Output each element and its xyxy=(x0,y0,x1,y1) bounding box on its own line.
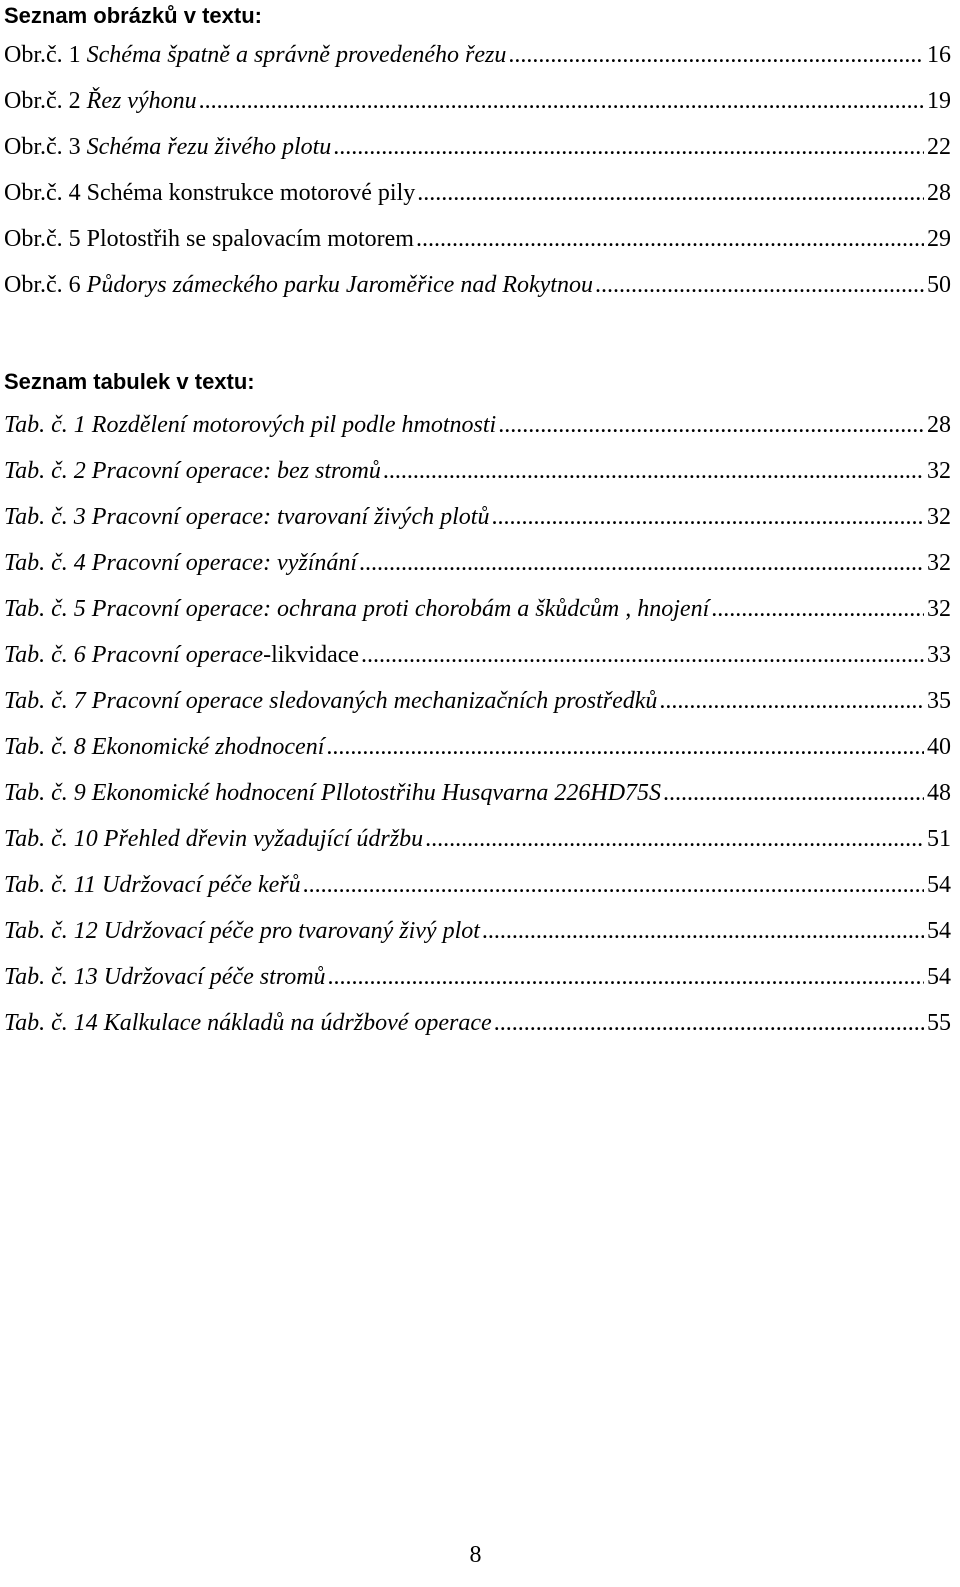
table-entry-page: 48 xyxy=(927,780,951,806)
table-entry-page: 33 xyxy=(927,642,951,668)
dot-leader xyxy=(498,408,924,442)
table-entry-title: Tab. č. 8 Ekonomické zhodnocení xyxy=(4,734,325,760)
figure-entry-title: Schéma špatně a správně provedeného řezu xyxy=(86,42,507,68)
figure-entry-page: 19 xyxy=(927,88,951,114)
table-entry[interactable] xyxy=(4,638,951,672)
dot-leader xyxy=(303,868,924,902)
dot-leader xyxy=(361,638,924,672)
figure-entry[interactable] xyxy=(4,38,951,72)
table-entry-title: Tab. č. 13 Udržovací péče stromů xyxy=(4,964,326,990)
table-entry[interactable] xyxy=(4,454,951,488)
table-entry-suffix: -likvidace xyxy=(263,642,360,668)
figure-entry-page: 22 xyxy=(927,134,951,160)
dot-leader xyxy=(659,684,924,718)
table-entry-label xyxy=(4,500,489,534)
table-entry-title: Tab. č. 6 Pracovní operace xyxy=(4,642,264,668)
table-entry[interactable] xyxy=(4,1006,951,1040)
table-entry-title: Tab. č. 9 Ekonomické hodnocení Pllotostřihu Husqvarna 226HD75S xyxy=(4,780,662,806)
figure-entry-prefix: Obr.č. 4 Schéma konstrukce motorové pily xyxy=(4,180,416,206)
figure-entry-label xyxy=(4,130,331,164)
figure-entry-prefix: Obr.č. 6 xyxy=(4,272,87,298)
table-entry[interactable] xyxy=(4,684,951,718)
table-entry[interactable] xyxy=(4,500,951,534)
figure-entry[interactable] xyxy=(4,84,951,118)
figure-entry-page: 50 xyxy=(927,272,951,298)
figure-entry-label xyxy=(4,222,414,256)
figure-entry-prefix: Obr.č. 5 Plotostřih se spalovacím motorem xyxy=(4,226,414,252)
table-entry-title: Tab. č. 3 Pracovní operace: tvarovaní živých plotů xyxy=(4,504,490,530)
table-entry[interactable] xyxy=(4,730,951,764)
dot-leader xyxy=(494,1006,924,1040)
dot-leader xyxy=(416,222,924,256)
table-entry-page: 40 xyxy=(927,734,951,760)
table-entry-label xyxy=(4,960,326,994)
table-entry-title: Tab. č. 14 Kalkulace nákladů na údržbové operace xyxy=(4,1010,492,1036)
figure-entry-title: Řez výhonu xyxy=(86,88,197,114)
table-entry[interactable] xyxy=(4,822,951,856)
table-entry-page: 32 xyxy=(927,550,951,576)
table-entry-page: 54 xyxy=(927,872,951,898)
figure-entry-prefix: Obr.č. 3 xyxy=(4,134,87,160)
dot-leader xyxy=(482,914,924,948)
dot-leader xyxy=(383,454,924,488)
table-entry-page: 35 xyxy=(927,688,951,714)
dot-leader xyxy=(417,176,924,210)
figure-entry-page: 16 xyxy=(927,42,951,68)
table-entry-title: Tab. č. 11 Udržovací péče keřů xyxy=(4,872,301,898)
table-entry-page: 28 xyxy=(927,412,951,438)
table-entry-title: Tab. č. 2 Pracovní operace: bez stromů xyxy=(4,458,381,484)
table-entry-page: 32 xyxy=(927,504,951,530)
table-entry-title: Tab. č. 4 Pracovní operace: vyžínání xyxy=(4,550,358,576)
figure-entry-page: 29 xyxy=(927,226,951,252)
table-entry[interactable] xyxy=(4,546,951,580)
table-entry-page: 32 xyxy=(927,458,951,484)
table-entry-label xyxy=(4,1006,492,1040)
figure-entry[interactable] xyxy=(4,176,951,210)
dot-leader xyxy=(328,960,924,994)
table-entry-label xyxy=(4,822,423,856)
dot-leader xyxy=(508,38,924,72)
figure-entry-label xyxy=(4,38,506,72)
table-entry-label xyxy=(4,454,381,488)
table-entry-label xyxy=(4,776,661,810)
table-entry-label xyxy=(4,730,324,764)
table-entry-label xyxy=(4,638,359,672)
dot-leader xyxy=(326,730,924,764)
dot-leader xyxy=(425,822,924,856)
table-entry-title: Tab. č. 7 Pracovní operace sledovaných mechanizačních prostředků xyxy=(4,688,658,714)
figure-entry-label xyxy=(4,268,593,302)
figure-entry-title: Půdorys zámeckého parku Jaroměřice nad Rokytnou xyxy=(86,272,593,298)
figure-entry-prefix: Obr.č. 1 xyxy=(4,42,87,68)
table-entry-label xyxy=(4,868,301,902)
dot-leader xyxy=(333,130,924,164)
list-of-figures-heading: Seznam obrázků v textu: xyxy=(4,3,262,28)
table-entry-page: 32 xyxy=(927,596,951,622)
figure-entry[interactable] xyxy=(4,222,951,256)
list-of-tables-heading: Seznam tabulek v textu: xyxy=(4,369,255,394)
table-entry[interactable] xyxy=(4,960,951,994)
table-entry-label xyxy=(4,914,480,948)
table-entry-title: Tab. č. 5 Pracovní operace: ochrana proti chorobám a škůdcům , hnojení xyxy=(4,596,710,622)
dot-leader xyxy=(199,84,924,118)
table-entry[interactable] xyxy=(4,592,951,626)
table-entry-title: Tab. č. 10 Přehled dřevin vyžadující údržbu xyxy=(4,826,424,852)
table-entry-page: 51 xyxy=(927,826,951,852)
figure-entry-page: 28 xyxy=(927,180,951,206)
table-entry[interactable] xyxy=(4,408,951,442)
table-entry-title: Tab. č. 12 Udržovací péče pro tvarovaný živý plot xyxy=(4,918,480,944)
dot-leader xyxy=(491,500,924,534)
figure-entry[interactable] xyxy=(4,130,951,164)
figure-entry-label xyxy=(4,176,415,210)
table-entry[interactable] xyxy=(4,868,951,902)
dot-leader xyxy=(595,268,924,302)
figure-entry-label xyxy=(4,84,197,118)
table-entry-label xyxy=(4,592,709,626)
table-entry-title: Tab. č. 1 Rozdělení motorových pil podle hmotnosti xyxy=(4,412,497,438)
dot-leader xyxy=(663,776,924,810)
table-entry-page: 54 xyxy=(927,918,951,944)
table-entry[interactable] xyxy=(4,776,951,810)
dot-leader xyxy=(359,546,924,580)
table-entry-label xyxy=(4,546,357,580)
page-number: 8 xyxy=(469,1542,482,1568)
figure-entry-title: Schéma řezu živého plotu xyxy=(86,134,332,160)
table-entry-page: 54 xyxy=(927,964,951,990)
figure-entry-prefix: Obr.č. 2 xyxy=(4,88,87,114)
dot-leader xyxy=(711,592,924,626)
table-entry-page: 55 xyxy=(927,1010,951,1036)
table-entry-label xyxy=(4,408,496,442)
table-entry-label xyxy=(4,684,657,718)
table-entry[interactable] xyxy=(4,914,951,948)
figure-entry[interactable] xyxy=(4,268,951,302)
